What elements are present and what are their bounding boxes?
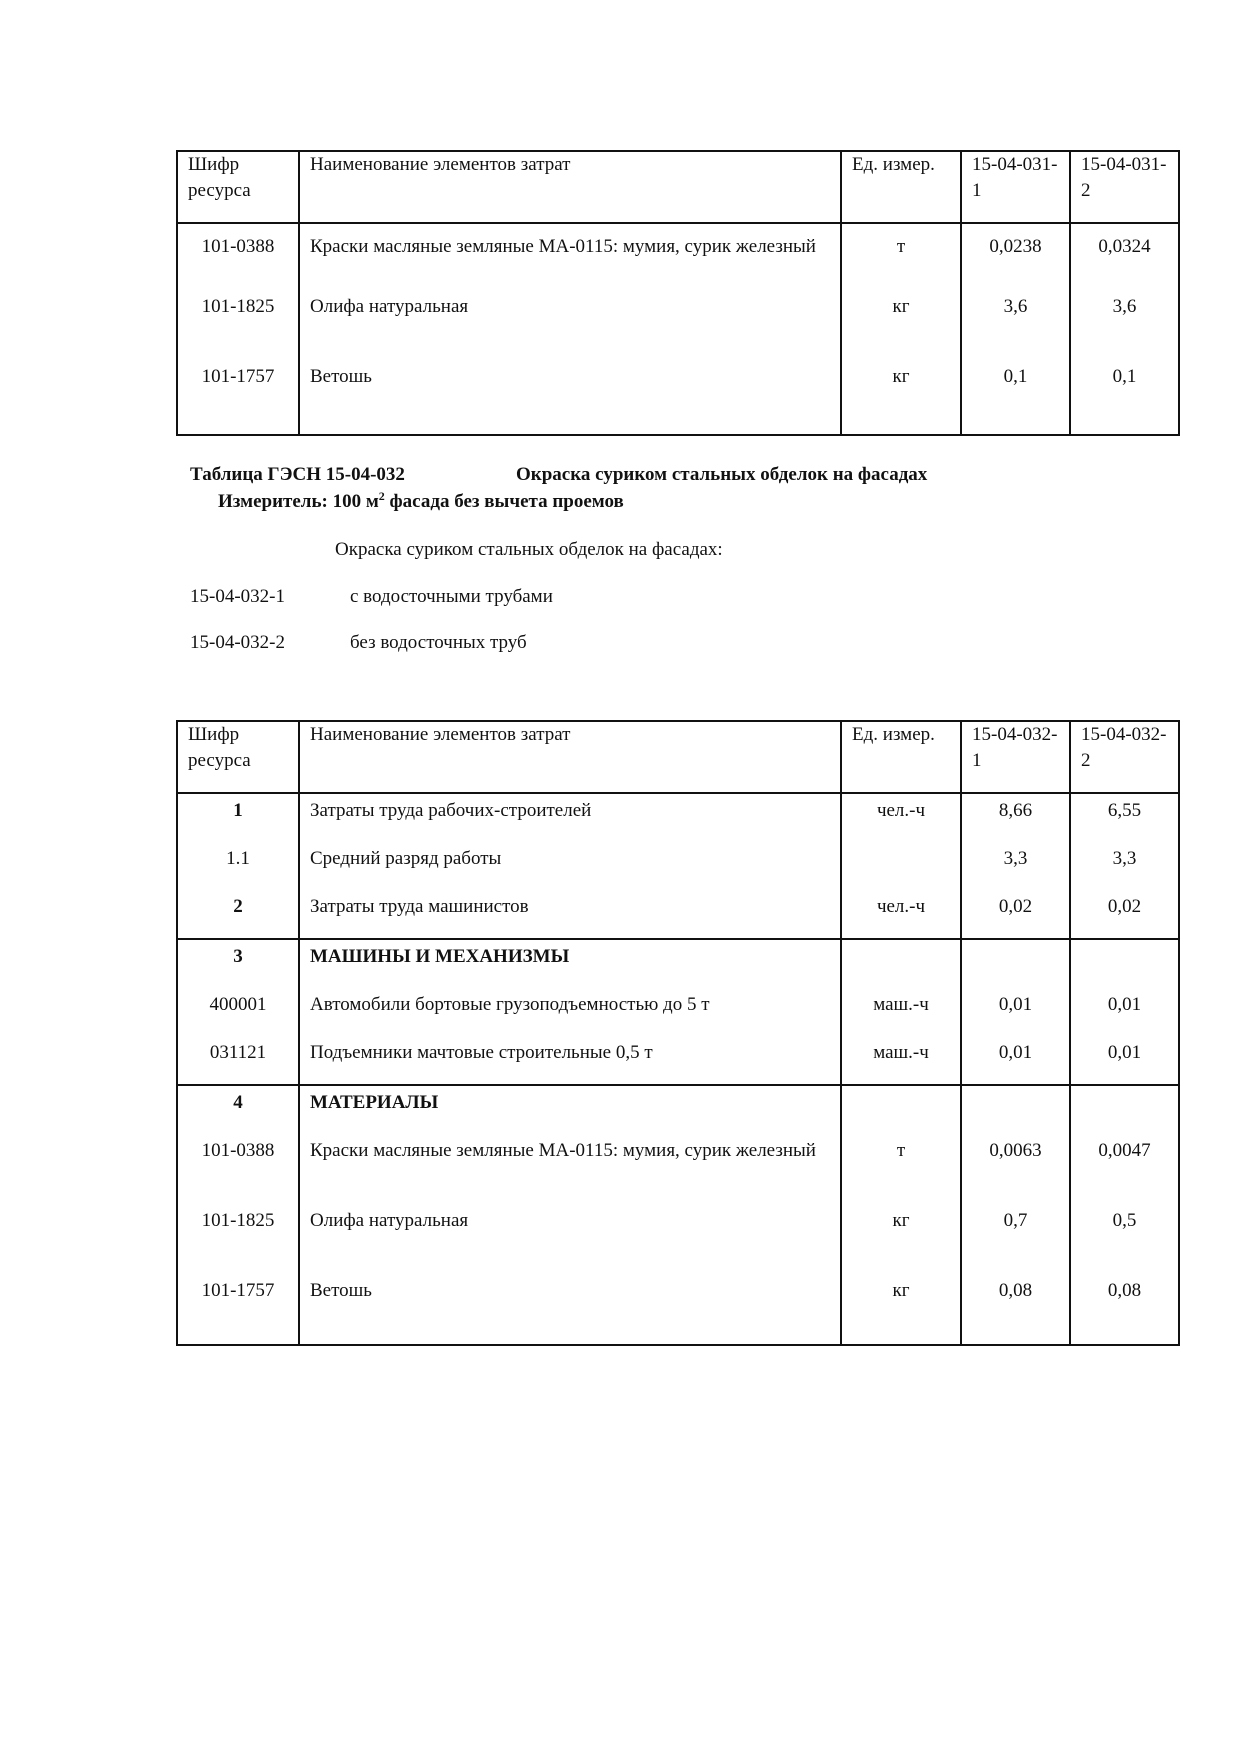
cell-value-2 [1070, 1085, 1179, 1134]
header-unit: Ед. измер. [841, 151, 961, 223]
cell-code: 101-1825 [177, 1204, 299, 1274]
cell-code: 031121 [177, 1036, 299, 1085]
header-col-2: 15-04-031-2 [1070, 151, 1179, 223]
header-col-1: 15-04-032-1 [961, 721, 1070, 793]
cell-value-1: 0,08 [961, 1274, 1070, 1345]
cell-value-2 [1070, 939, 1179, 988]
cell-value-2: 0,01 [1070, 1036, 1179, 1085]
cell-value-1 [961, 1085, 1070, 1134]
cell-value-2: 0,1 [1070, 364, 1179, 435]
cell-name: Средний разряд работы [299, 842, 841, 890]
header-name: Наименование элементов затрат [299, 151, 841, 223]
cell-value-2: 0,08 [1070, 1274, 1179, 1345]
variant-item [190, 630, 527, 656]
cell-value-1: 0,0063 [961, 1134, 1070, 1204]
resource-table-15-04-031 [176, 150, 1180, 436]
cell-unit: кг [841, 1274, 961, 1345]
cell-name: Краски масляные земляные МА-0115: мумия, сурик железный [299, 223, 841, 294]
table-row [177, 294, 1179, 364]
cell-value-1 [961, 939, 1070, 988]
variant-code: 15-04-032-2 [190, 632, 285, 653]
cell-unit: маш.-ч [841, 988, 961, 1036]
header-code: Шифр ресурса [177, 151, 299, 223]
cell-value-1: 8,66 [961, 793, 1070, 842]
cell-name: Затраты труда рабочих-строителей [299, 793, 841, 842]
cell-unit: кг [841, 1204, 961, 1274]
table-row [177, 1036, 1179, 1085]
variant-code: 15-04-032-1 [190, 586, 285, 607]
measure-prefix: Измеритель: 100 м [218, 491, 379, 512]
cell-value-1: 0,0238 [961, 223, 1070, 294]
cell-value-2: 0,0047 [1070, 1134, 1179, 1204]
cell-code: 1 [177, 793, 299, 842]
header-name: Наименование элементов затрат [299, 721, 841, 793]
cell-name: Подъемники мачтовые строительные 0,5 т [299, 1036, 841, 1085]
variant-item [190, 584, 553, 610]
section-code: 4 [177, 1085, 299, 1134]
variant-text: с водосточными трубами [350, 586, 553, 607]
cell-value-1: 3,6 [961, 294, 1070, 364]
table-row [177, 890, 1179, 939]
cell-code: 101-0388 [177, 223, 299, 294]
table-row [177, 1134, 1179, 1204]
measure-suffix: фасада без вычета проемов [384, 491, 624, 512]
section-title: МАШИНЫ И МЕХАНИЗМЫ [299, 939, 841, 988]
table-row [177, 793, 1179, 842]
section-header-row [177, 939, 1179, 988]
cell-unit [841, 939, 961, 988]
cell-unit [841, 1085, 961, 1134]
table-title [190, 462, 928, 488]
table-row [177, 988, 1179, 1036]
cell-name: Краски масляные земляные МА-0115: мумия, сурик железный [299, 1134, 841, 1204]
cell-value-1: 0,02 [961, 890, 1070, 939]
cell-value-2: 3,6 [1070, 294, 1179, 364]
cell-value-1: 0,01 [961, 988, 1070, 1036]
cell-value-2: 0,01 [1070, 988, 1179, 1036]
table-label: Таблица ГЭСН 15-04-032 [190, 464, 405, 485]
cell-value-1: 0,1 [961, 364, 1070, 435]
table-header-row [177, 721, 1179, 793]
cell-value-2: 0,0324 [1070, 223, 1179, 294]
cell-unit: кг [841, 294, 961, 364]
cell-value-1: 3,3 [961, 842, 1070, 890]
cell-name: Затраты труда машинистов [299, 890, 841, 939]
cell-code: 101-1825 [177, 294, 299, 364]
cell-unit [841, 842, 961, 890]
cell-value-2: 3,3 [1070, 842, 1179, 890]
section-header-row [177, 1085, 1179, 1134]
section-title: МАТЕРИАЛЫ [299, 1085, 841, 1134]
header-unit: Ед. измер. [841, 721, 961, 793]
cell-unit: т [841, 1134, 961, 1204]
cell-value-1: 0,01 [961, 1036, 1070, 1085]
table-row [177, 364, 1179, 435]
header-col-1: 15-04-031-1 [961, 151, 1070, 223]
cell-unit: т [841, 223, 961, 294]
table-row [177, 223, 1179, 294]
cell-name: Олифа натуральная [299, 1204, 841, 1274]
resource-table-15-04-032 [176, 720, 1180, 1346]
cell-code: 400001 [177, 988, 299, 1036]
cell-unit: чел.-ч [841, 890, 961, 939]
cell-unit: кг [841, 364, 961, 435]
cell-unit: чел.-ч [841, 793, 961, 842]
subtitle: Окраска суриком стальных обделок на фасадах: [335, 539, 723, 560]
cell-code: 101-0388 [177, 1134, 299, 1204]
table-row [177, 1204, 1179, 1274]
cell-value-2: 0,5 [1070, 1204, 1179, 1274]
table-row [177, 1274, 1179, 1345]
variant-text: без водосточных труб [350, 632, 527, 653]
measure-line [218, 489, 624, 515]
cell-name: Олифа натуральная [299, 294, 841, 364]
section-code: 3 [177, 939, 299, 988]
cell-code: 101-1757 [177, 364, 299, 435]
cell-name: Автомобили бортовые грузоподъемностью до 5 т [299, 988, 841, 1036]
header-code: Шифр ресурса [177, 721, 299, 793]
cell-value-2: 0,02 [1070, 890, 1179, 939]
cell-name: Ветошь [299, 1274, 841, 1345]
cell-value-1: 0,7 [961, 1204, 1070, 1274]
measure-sup: 2 [378, 489, 385, 503]
cell-unit: маш.-ч [841, 1036, 961, 1085]
cell-code: 1.1 [177, 842, 299, 890]
cell-name: Ветошь [299, 364, 841, 435]
cell-code: 2 [177, 890, 299, 939]
cell-code: 101-1757 [177, 1274, 299, 1345]
cell-value-2: 6,55 [1070, 793, 1179, 842]
header-col-2: 15-04-032-2 [1070, 721, 1179, 793]
table-header-row [177, 151, 1179, 223]
table-row [177, 842, 1179, 890]
table-title-text: Окраска суриком стальных обделок на фасадах [516, 464, 928, 485]
